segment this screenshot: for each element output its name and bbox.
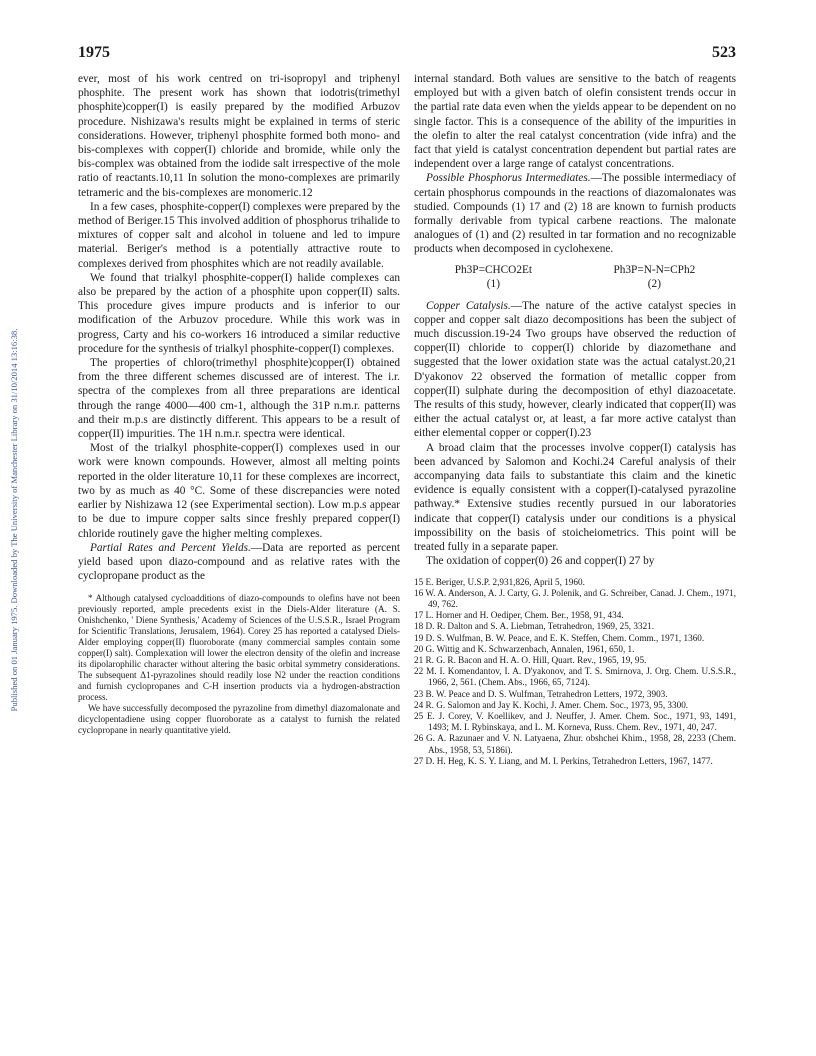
- page-number: 523: [712, 44, 736, 61]
- paragraph: internal standard. Both values are sensitive to the batch of reagents employed but with a given batch of olefin consistent trends occur in the partial rate data even when the yields appear to be dependent on no single factor. This is a consequence of the ability of the impurities in the olefin to alter the real catalyst concentration (vide infra) and the fact that yield is catalyst concentration dependent but partial rates are independent over a large range of catalyst concentrations.: [414, 73, 736, 171]
- right-column: [414, 72, 736, 767]
- footnote: We have successfully decomposed the pyrazoline from dimethyl diazomalonate and dicyclopentadiene using copper fluoroborate as a catalyst to furnish the related cyclopropane in nearly quantitative yield.: [78, 703, 400, 736]
- paragraph: We found that trialkyl phosphite-copper(I) halide complexes can also be prepared by the action of a phosphite upon copper(II) salts. This procedure gives impure products and is inferior to our modification of the Arbuzov procedure. While this work was in progress, Carty and his co-workers 16 introduced a similar reductive procedure for the synthesis of trialkyl phosphite-copper(I) complexes.: [78, 271, 400, 355]
- reference: 25 E. J. Corey, V. Koellikev, and J. Neuffer, J. Amer. Chem. Soc., 1971, 93, 1491, 1493; M. I. Rybinskaya, and L. M. Korneva, Russ. Chem. Rev., 1971, 40, 247.: [414, 710, 736, 733]
- paragraph: [414, 299, 736, 441]
- references: [414, 577, 736, 767]
- paragraph: ever, most of his work centred on tri-isopropyl and triphenyl phosphite. The present work has shown that iodotris(trimethyl phosphite)copper(I) is easily prepared by the modified Arbuzov procedure. Nishizawa's results might be explained in terms of steric considerations. However, triphenyl phosphite formed both mono- and bis-complexes with copper(I) chloride and bromide, while only the bis-complex was obtained from the iodide salt irrespective of the mole ratio of reactants.10,11 In solution the mono-complexes are primarily tetrameric and the bis-complexes are monomeric.12: [78, 73, 400, 199]
- section-heading: Partial Rates and Percent Yields.: [90, 541, 251, 554]
- footnote: * Although catalysed cycloadditions of diazo-compounds to olefins have not been previously reported, ample precedents exist in the Diels-Alder literature (A. S. Onishchenko, ' Diene Synthesis,' Academy of Sciences of the U.S.S.R., Israel Program for Scientific Translations, Jerusalem, 1964). Corey 25 has reported a catalysed Diels-Alder employing copper(II) fluoroborate (many commercial samples contain some copper(I) salt). Complexation will lower the electron density of the olefin and increase its dipolarophilic character without altering the basic orbital symmetry considerations. The subsequent Δ1-pyrazolines should readily lose N2 under the reaction conditions and furnish cyclopropanes and C-H insertion products via a hydrogen-abstraction process.: [78, 593, 400, 703]
- page-year: 1975: [78, 44, 110, 61]
- paragraph: The oxidation of copper(0) 26 and copper(I) 27 by: [426, 555, 655, 568]
- formula-label: (2): [647, 277, 661, 290]
- reference: 27 D. H. Heg, K. S. Y. Liang, and M. I. Perkins, Tetrahedron Letters, 1967, 1477.: [414, 755, 713, 766]
- reference: 17 L. Horner and H. Oediper, Chem. Ber., 1958, 91, 434.: [414, 610, 624, 621]
- formula-row: [414, 263, 736, 291]
- paragraph-body: —Data are reported as percent yield based upon diazo-compound and as relative rates with the cyclopropane product as the: [78, 541, 400, 583]
- formula-label: (1): [486, 277, 500, 290]
- paragraph: [414, 171, 736, 256]
- reference: 22 M. I. Komendantov, I. A. D'yakonov, and T. S. Smirnova, J. Org. Chem. U.S.S.R., 1966, 2, 561. (Chem. Abs., 1966, 65, 7124).: [414, 666, 736, 688]
- reference: 16 W. A. Anderson, A. J. Carty, G. J. Polenik, and G. Schreiber, Canad. J. Chem., 1971, 49, 762.: [414, 587, 736, 609]
- reference: 21 R. G. R. Bacon and H. A. O. Hill, Quart. Rev., 1965, 19, 95.: [414, 654, 647, 665]
- reference: 26 G. A. Razunaer and V. N. Latyaena, Zhur. obshchei Khim., 1958, 28, 2233 (Chem. Abs., 1958, 53, 5186i).: [414, 733, 736, 755]
- reference: 15 E. Beriger, U.S.P. 2,931,826, April 5, 1960.: [414, 576, 585, 587]
- download-watermark: [0, 140, 28, 900]
- reference: 20 G. Wittig and K. Schwarzenbach, Annalen, 1961, 650, 1.: [414, 643, 635, 654]
- watermark-text[interactable]: Published on 01 January 1975. Downloaded by The University of Manchester Library on 31/10/2014 13:16:38.: [9, 328, 19, 712]
- footnotes: [78, 593, 400, 736]
- paragraph: The properties of chloro(trimethyl phosphite)copper(I) obtained from the three different schemes discussed are of interest. The i.r. spectra of the complexes from all three preparations are identical through the range 4000—400 cm-1, although the 31P n.m.r. patterns and their m.p.s are distinctly different. This appears to be a result of copper(II) impurities. The 1H n.m.r. spectra were identical.: [78, 357, 400, 441]
- paragraph: [78, 541, 400, 584]
- formula: Ph3P=N-N=CPh2: [613, 263, 696, 276]
- section-heading: Possible Phosphorus Intermediates.: [426, 172, 591, 185]
- section-heading: Copper Catalysis.: [426, 299, 511, 312]
- paragraph: Most of the trialkyl phosphite-copper(I) complexes used in our work were known compounds. However, almost all melting points reported in the older literature 10,11 for these complexes are incorrect, two by as much as 40 °C. Some of these discrepancies were noted earlier by Nishizawa 12 (see Experimental section). Low m.p.s appear to be due to impure copper salts since freshly prepared copper(I) chloride routinely gave the higher melting complexes.: [78, 442, 400, 540]
- paragraph-body: —The nature of the active catalyst species in copper and copper salt diazo decompositions has been the subject of much discussion.19-24 Two groups have observed the reduction of copper(II) chloride to copper(I) chloride by diazomethane and suggested that the lower oxidation state was the actual catalyst.20,21 D'yakonov 22 observed the formation of metallic copper from copper(II) sulphate during the decomposition of ethyl diazoacetate. The results of this study, however, clearly indicated that copper(II) was either the actual catalyst or, at least, a far more active catalyst than either elemental copper or copper(I).23: [414, 299, 736, 440]
- formula: Ph3P=CHCO2Et: [454, 263, 533, 276]
- reference: 24 R. G. Salomon and Jay K. Kochi, J. Amer. Chem. Soc., 1973, 95, 3300.: [414, 699, 689, 710]
- left-column: [78, 72, 400, 736]
- reference: 18 D. R. Dalton and S. A. Liebman, Tetrahedron, 1969, 25, 3321.: [414, 621, 655, 632]
- paragraph-body: —The possible intermediacy of certain phosphorus compounds in the reactions of diazomalonates was studied. Compounds (1) 17 and (2) 18 are known to furnish products formally derivable from typical carbene reactions. The malonate analogues of (1) and (2) resulted in tar formation and no recognizable products when decomposed in cyclohexene.: [414, 172, 736, 256]
- paragraph: In a few cases, phosphite-copper(I) complexes were prepared by the method of Beriger.15 This involved addition of phosphorus trihalide to mixtures of copper salt and alcohol in toluene and led to impure material. Beriger's method is a potentially attractive route to complexes derived from phosphites which are not readily available.: [78, 200, 400, 270]
- formula-1: [455, 263, 532, 291]
- reference: 23 B. W. Peace and D. S. Wulfman, Tetrahedron Letters, 1972, 3903.: [414, 688, 668, 699]
- reference: 19 D. S. Wulfman, B. W. Peace, and E. K. Steffen, Chem. Comm., 1971, 1360.: [414, 632, 705, 643]
- paragraph: A broad claim that the processes involve copper(I) catalysis has been advanced by Salomon and Kochi.24 Careful analysis of their accompanying data fails to substantiate this claim and the kinetic evidence is equally consistent with a copper(I)-catalysed pyrazoline pathway.* Extensive studies recently pursued in our laboratories indicate that copper(I) catalysis under our conditions is a physical impossibility on the basis of stoicheiometrics. This point will be treated fully in a separate paper.: [414, 441, 736, 554]
- formula-2: [613, 263, 695, 291]
